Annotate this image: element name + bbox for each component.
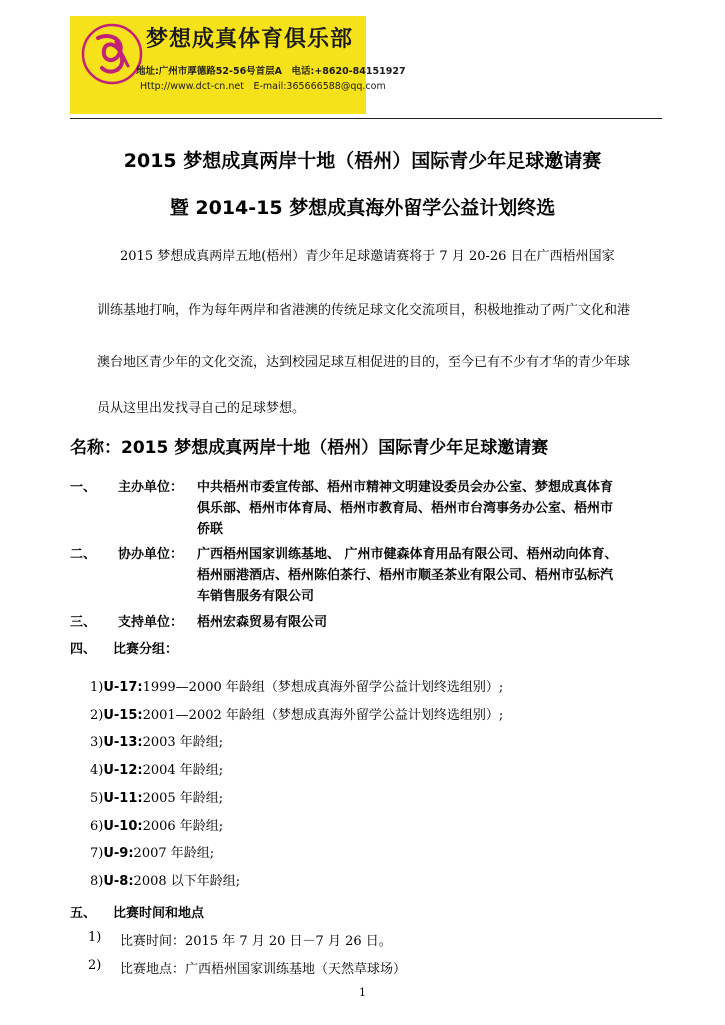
match-venue: 比赛地点：广西梧州国家训练基地（天然草球场） bbox=[120, 962, 407, 977]
time-place-label: 比赛时间和地点 bbox=[113, 906, 205, 921]
group-item: 8)U-8:2008 以下年龄组; bbox=[90, 874, 241, 889]
document-subtitle: 暨 2014-15 梦想成真海外留学公益计划终选 bbox=[169, 197, 556, 219]
intro-line: 澳台地区青少年的文化交流，达到校园足球互相促进的目的，至今已有不少有才华的青少年球 bbox=[97, 355, 631, 370]
organizer-line: 侨联 bbox=[197, 522, 224, 537]
match-time: 比赛时间：2015 年 7 月 20 日－7 月 26 日。 bbox=[120, 934, 392, 949]
time-place-index: 2) bbox=[88, 958, 102, 973]
group-item: 7)U-9:2007 年龄组; bbox=[90, 846, 215, 861]
section-number: 二、 bbox=[70, 547, 97, 562]
intro-line: 员从这里出发找寻自己的足球梦想。 bbox=[97, 401, 306, 416]
section-number: 四、 bbox=[70, 642, 97, 657]
organizer-line: 俱乐部、梧州市体育局、梧州市教育局、梧州市台湾事务办公室、梧州市 bbox=[197, 501, 614, 516]
time-place-index: 1) bbox=[88, 930, 102, 945]
section-number: 五、 bbox=[70, 906, 97, 921]
section-number: 一、 bbox=[70, 480, 97, 495]
section-number: 三、 bbox=[70, 615, 97, 630]
supporter-value: 梧州宏森贸易有限公司 bbox=[197, 615, 328, 630]
co-organizer-line: 广西梧州国家训练基地、 广州市健森体育用品有限公司、梧州动向体育、 bbox=[197, 547, 618, 562]
club-logo bbox=[80, 22, 144, 86]
event-name-heading: 名称：2015 梦想成真两岸十地（梧州）国际青少年足球邀请赛 bbox=[70, 438, 549, 458]
groups-label: 比赛分组： bbox=[113, 642, 179, 657]
group-item: 2)U-15:2001—2002 年龄组（梦想成真海外留学公益计划终选组别）; bbox=[90, 708, 504, 723]
intro-line: 训练基地打响，作为每年两岸和省港澳的传统足球文化交流项目，积极地推动了两广文化和港 bbox=[97, 303, 631, 318]
co-organizer-line: 车销售服务有限公司 bbox=[197, 589, 315, 604]
group-item: 3)U-13:2003 年龄组; bbox=[90, 735, 224, 750]
group-item: 6)U-10:2006 年龄组; bbox=[90, 819, 224, 834]
supporter-label: 支持单位： bbox=[118, 615, 184, 630]
group-item: 1)U-17:1999—2000 年龄组（梦想成真海外留学公益计划终选组别）; bbox=[90, 680, 504, 695]
document-title: 2015 梦想成真两岸十地（梧州）国际青少年足球邀请赛 bbox=[123, 150, 602, 172]
co-organizer-line: 梧州丽港酒店、梧州陈伯茶行、梧州市顺圣茶业有限公司、梧州市弘标汽 bbox=[197, 568, 614, 583]
group-item: 4)U-12:2004 年龄组; bbox=[90, 763, 224, 778]
club-name: 梦想成真体育俱乐部 bbox=[146, 27, 354, 52]
letterhead-divider bbox=[70, 118, 662, 119]
organizer-label: 主办单位： bbox=[118, 480, 184, 495]
group-item: 5)U-11:2005 年龄组; bbox=[90, 791, 224, 806]
organizer-line: 中共梧州市委宣传部、梧州市精神文明建设委员会办公室、梦想成真体育 bbox=[197, 480, 614, 495]
club-web-email: Http://www.dct-cn.net E-mail:365666588@qq.com bbox=[140, 81, 386, 92]
co-organizer-label: 协办单位： bbox=[118, 547, 184, 562]
club-address-phone: 地址:广州市厚德路52-56号首层A 电话:+8620-84151927 bbox=[136, 66, 406, 77]
page-number: 1 bbox=[359, 986, 366, 999]
letterhead bbox=[70, 16, 406, 114]
intro-line: 2015 梦想成真两岸五地(梧州）青少年足球邀请赛将于 7 月 20-26 日在广西梧州国家 bbox=[120, 249, 615, 264]
